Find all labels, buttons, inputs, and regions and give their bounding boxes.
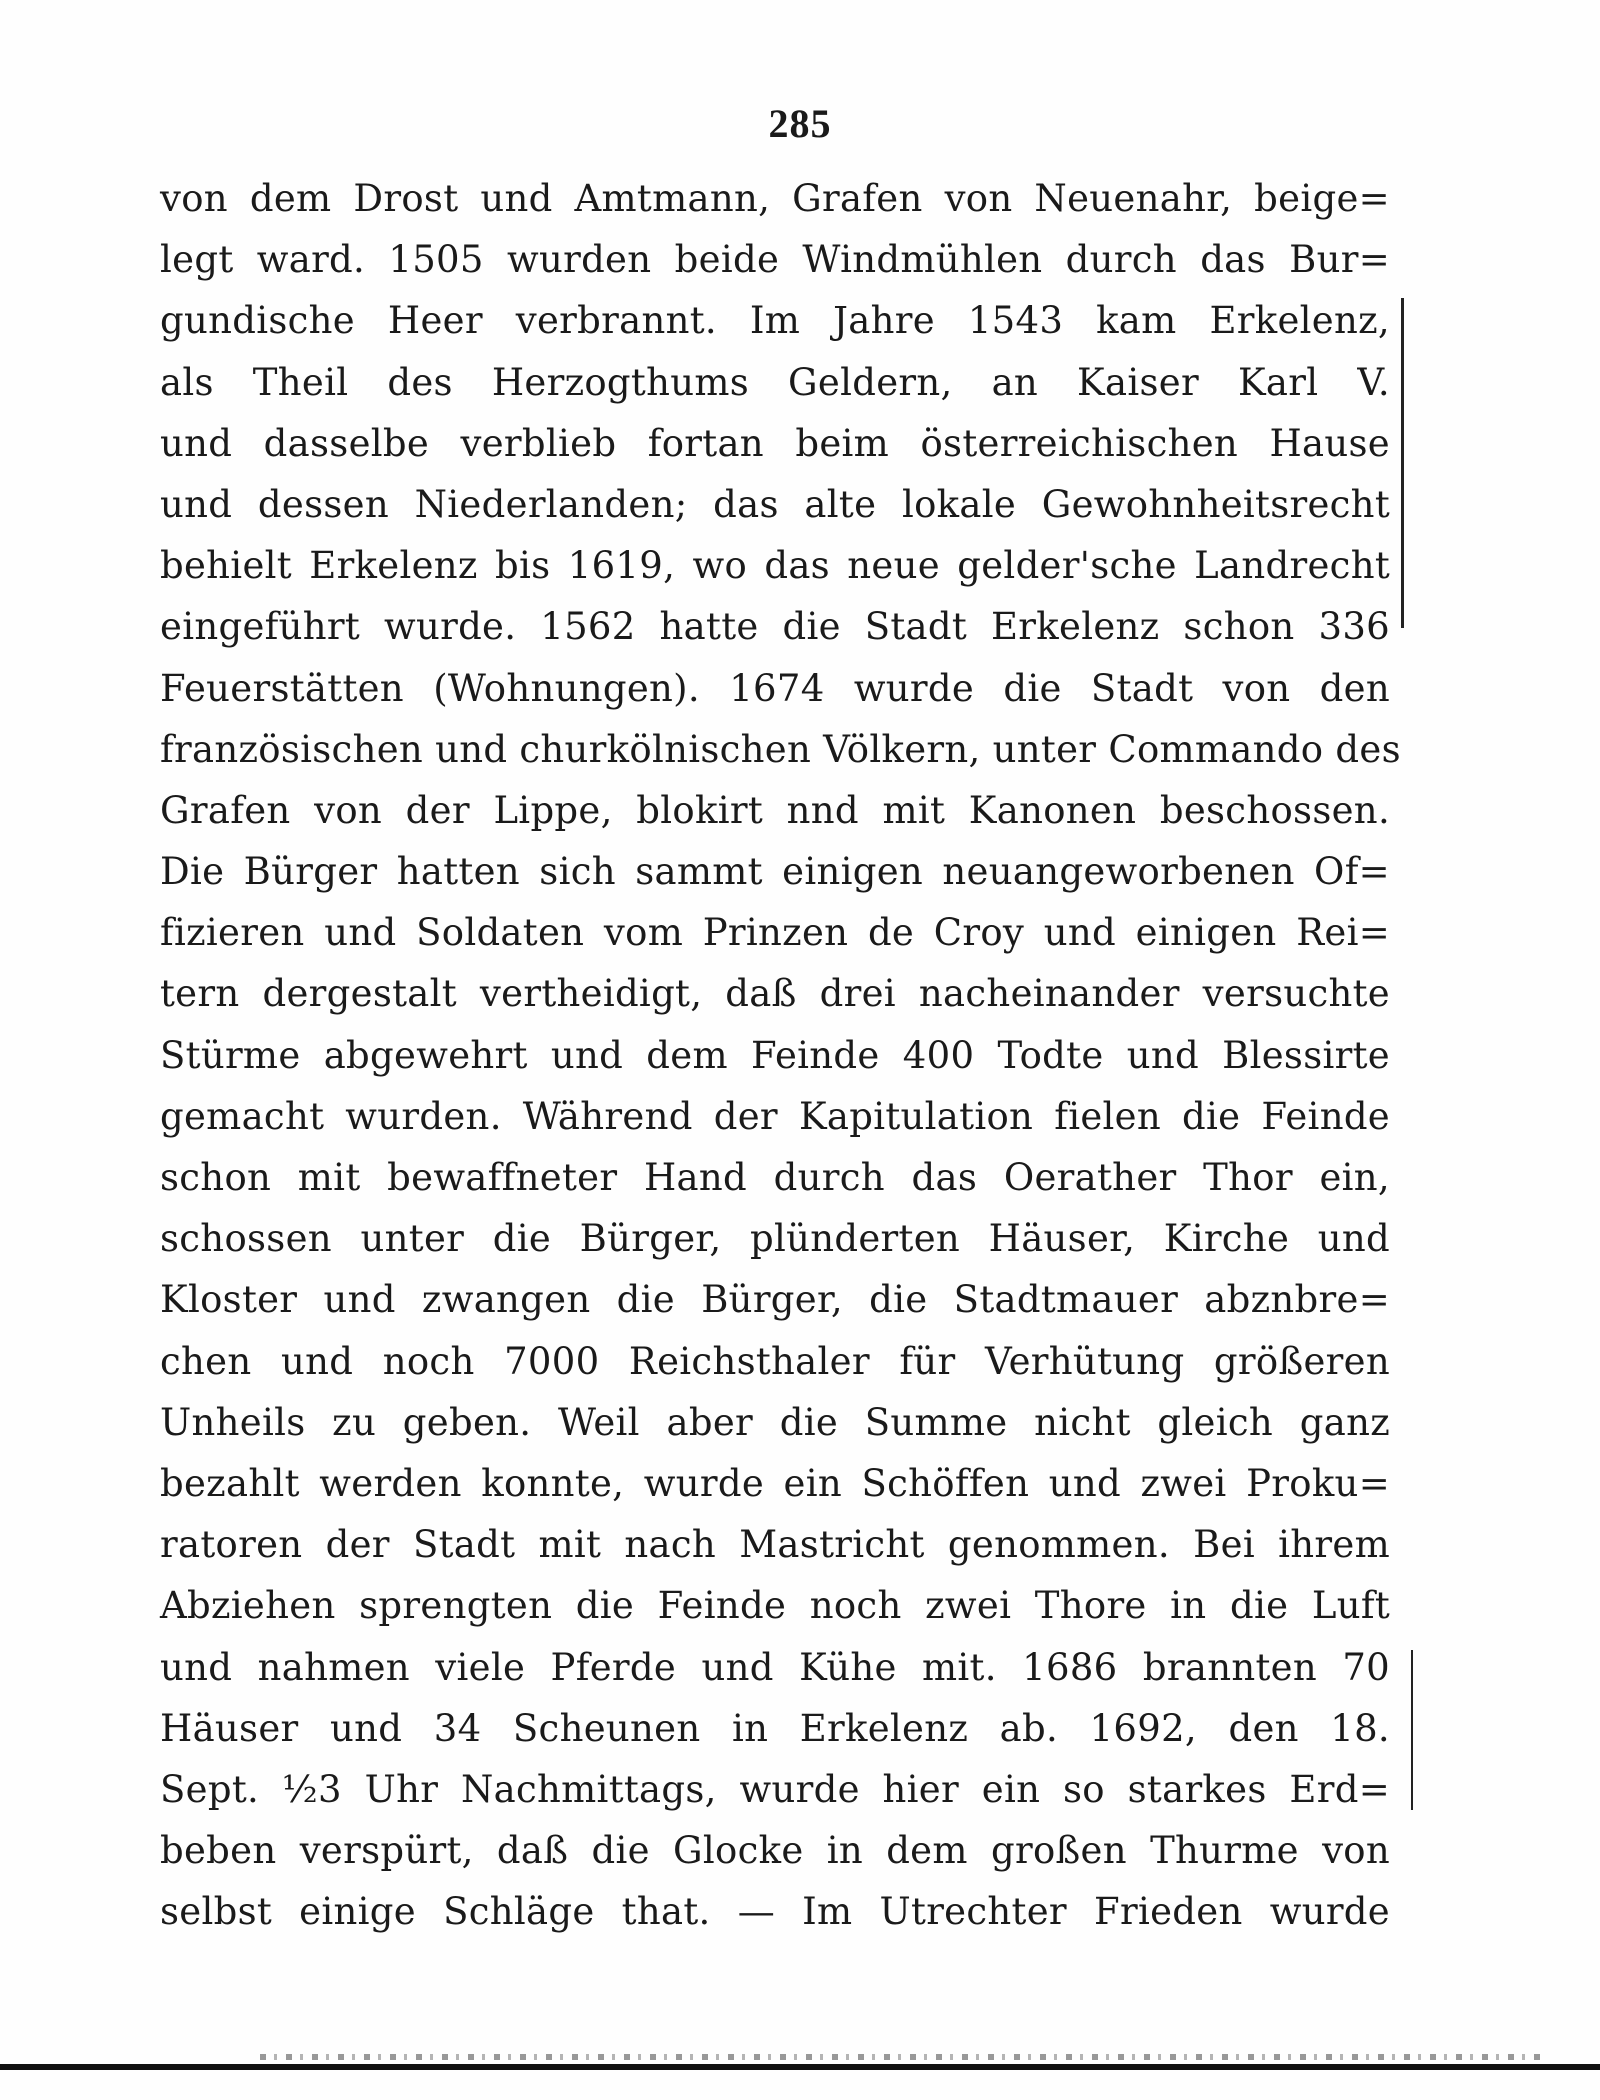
text-line: selbst einige Schläge that. — Im Utrechter Frieden wurde [160,1890,1390,1934]
text-line: Unheils zu geben. Weil aber die Summe nicht gleich ganz [160,1400,1390,1444]
bottom-edge-rule [0,2064,1600,2070]
text-line: behielt Erkelenz bis 1619, wo das neue gelder'sche Landrecht [160,544,1390,588]
text-line: und nahmen viele Pferde und Kühe mit. 1686 brannten 70 [160,1645,1390,1689]
text-line: Grafen von der Lippe, blokirt nnd mit Kanonen beschossen. [160,788,1390,832]
margin-line [1401,298,1404,628]
text-line: bezahlt werden konnte, wurde ein Schöffen und zwei Proku= [160,1461,1390,1505]
text-line: gundische Heer verbrannt. Im Jahre 1543 kam Erkelenz, [160,299,1390,343]
text-line: von dem Drost und Amtmann, Grafen von Neuenahr, beige= [160,177,1390,220]
text-line: und dessen Niederlanden; das alte lokale Gewohnheitsrecht [160,482,1390,526]
text-line: fizieren und Soldaten vom Prinzen de Croy und einigen Rei= [160,911,1390,955]
text-line: ratoren der Stadt mit nach Mastricht genommen. Bei ihrem [160,1523,1390,1567]
text-line: Die Bürger hatten sich sammt einigen neuangeworbenen Of= [160,850,1390,894]
text-line: tern dergestalt vertheidigt, daß drei nacheinander versuchte [160,972,1390,1016]
text-line: französischen und churkölnischen Völkern, unter Commando des [160,727,1401,771]
text-line: Kloster und zwangen die Bürger, die Stadtmauer abznbre= [160,1278,1390,1322]
text-line: legt ward. 1505 wurden beide Windmühlen durch das Bur= [160,238,1390,282]
text-line: schon mit bewaffneter Hand durch das Oerather Thor ein, [160,1156,1390,1199]
margin-line [1411,1650,1413,1810]
text-line: beben verspürt, daß die Glocke in dem großen Thurme von [160,1829,1390,1873]
text-line: schossen unter die Bürger, plünderten Häuser, Kirche und [160,1217,1390,1261]
text-line: eingeführt wurde. 1562 hatte die Stadt Erkelenz schon 336 [160,605,1390,649]
page-number: 285 [768,101,832,146]
text-line: und dasselbe verblieb fortan beim österreichischen Hause [160,421,1390,465]
text-line: chen und noch 7000 Reichsthaler für Verhütung größeren [160,1339,1390,1383]
text-line: als Theil des Herzogthums Geldern, an Kaiser Karl V. [160,360,1390,404]
scan-artifact [260,2054,1540,2060]
text-line: Sept. ½3 Uhr Nachmittags, wurde hier ein so starkes Erd= [160,1767,1390,1811]
text-line: Häuser und 34 Scheunen in Erkelenz ab. 1692, den 18. [160,1706,1390,1750]
text-line: gemacht wurden. Während der Kapitulation fielen die Feinde [160,1094,1390,1138]
text-line: Abziehen sprengten die Feinde noch zwei Thore in die Luft [160,1584,1390,1628]
text-line: Feuerstätten (Wohnungen). 1674 wurde die Stadt von den [160,666,1390,710]
text-line: Stürme abgewehrt und dem Feinde 400 Todte und Blessirte [160,1033,1390,1077]
body-text [160,168,1401,1942]
